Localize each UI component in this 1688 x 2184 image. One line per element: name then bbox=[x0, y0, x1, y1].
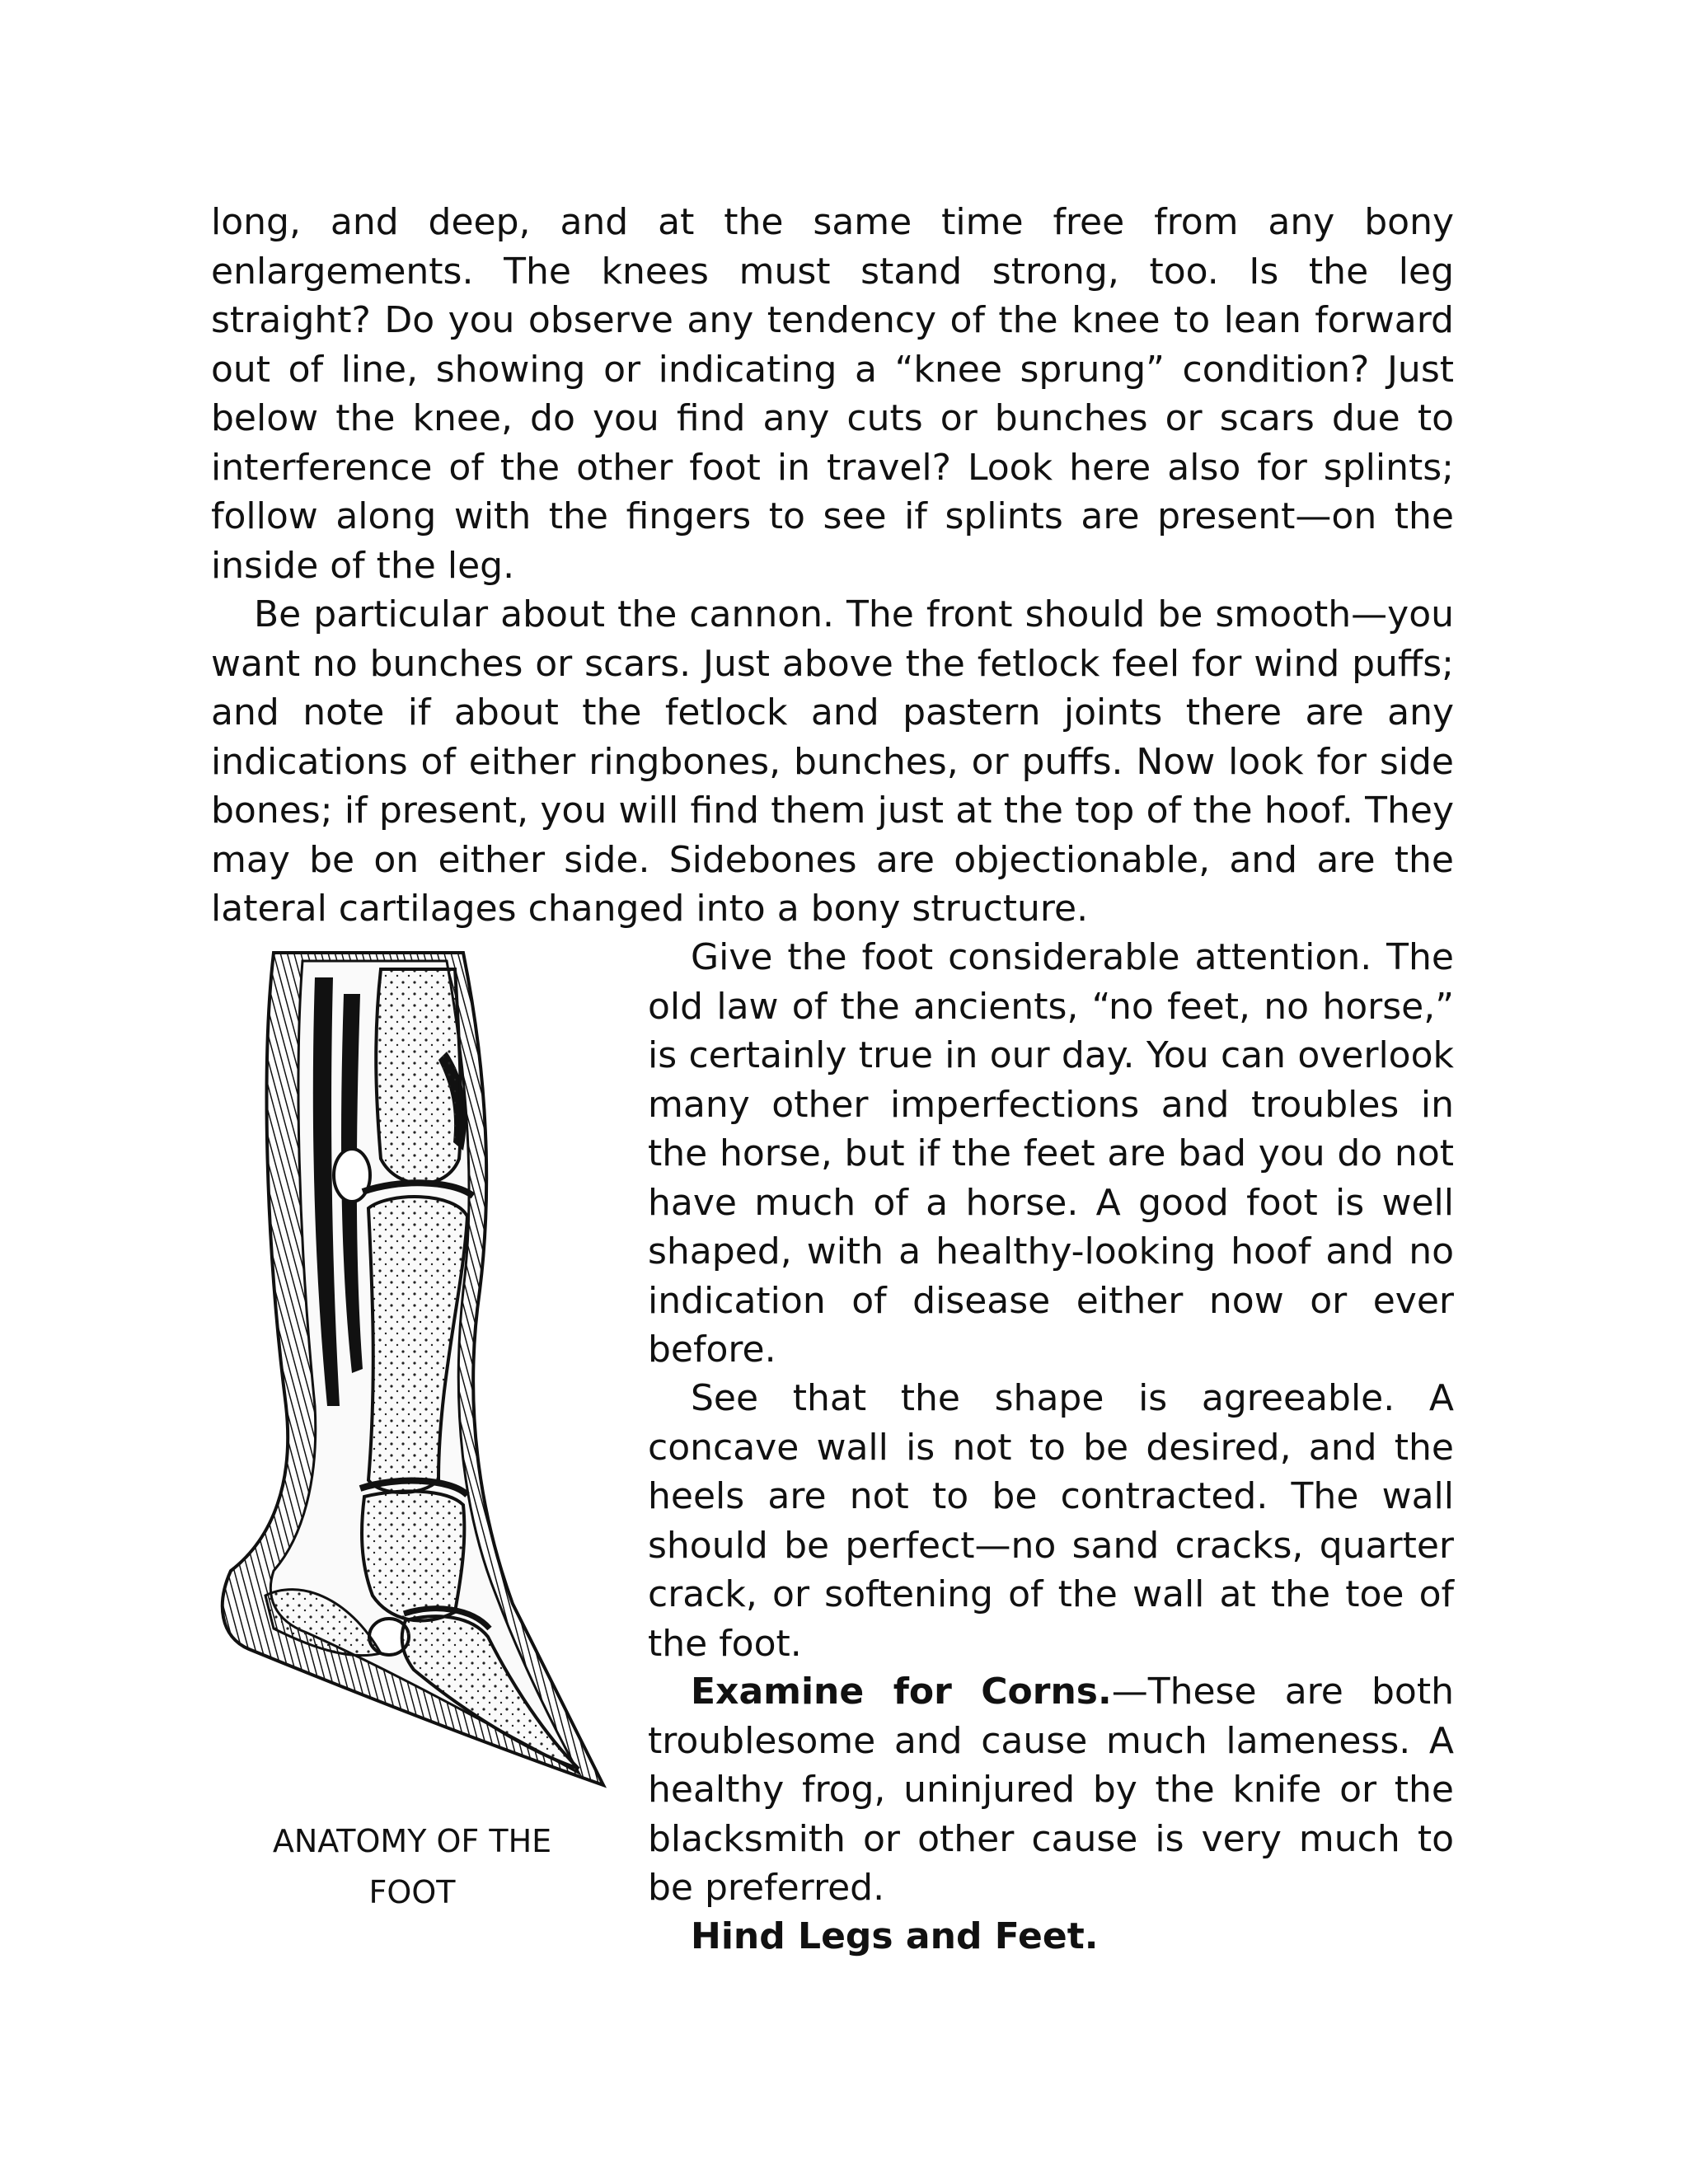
paragraph-corns bbox=[648, 1667, 1454, 1913]
paragraph-legs: long, and deep, and at the same time free from any bony enlargements. The knees must stand strong, too. Is the leg straight? Do you observe any tendency of the knee to lean forward out of line, showing or indicating a “knee sprung” condition? Just below the knee, do you find any cuts or bunches or scars due to interference of the other foot in travel? Look here also for splints; follow along with the fingers to see if splints are present—on the inside of the leg. bbox=[211, 201, 1454, 587]
caption-line-2: FOOT bbox=[368, 1874, 456, 1910]
caption-line-1: ANATOMY OF THE bbox=[272, 1823, 552, 1859]
paragraph-cannon: Be particular about the cannon. The front should be smooth—you want no bunches or scars. Just above the fetlock feel for wind puffs; and note if about the fetlock and pastern joints there are any indications of either ringbones, bunches, or puffs. Now look for side bones; if present, you will find them just at the top of the hoof. They may be on either side. Sidebones are objectionable, and are the lateral cartilages changed into a bony structure. bbox=[211, 593, 1454, 930]
foot-anatomy-illustration bbox=[216, 944, 620, 1793]
hind-legs-heading: Hind Legs and Feet. bbox=[691, 1915, 1099, 1957]
figure-caption bbox=[247, 1816, 577, 1918]
paragraph-foot: Give the foot considerable attention. The old law of the ancients, “no feet, no horse,” is certainly true in our day. You can overlook many other imperfections and troubles in the horse, but if the feet are bad you do not have much of a horse. A good foot is well shaped, with a healthy-looking hoof and no indication of disease either now or ever before. bbox=[648, 936, 1454, 1371]
paragraph-shape: See that the shape is agreeable. A concave wall is not to be desired, and the heels are not to be contracted. The wall should be perfect—no sand cracks, quarter crack, or softening of the wall at the toe of the foot. bbox=[648, 1377, 1454, 1665]
corns-heading: Examine for Corns. bbox=[691, 1671, 1112, 1713]
corns-body: —These are both troublesome and cause much lameness. A healthy frog, uninjured by the knife or the blacksmith or other cause is very much to be preferred. bbox=[648, 1671, 1454, 1909]
